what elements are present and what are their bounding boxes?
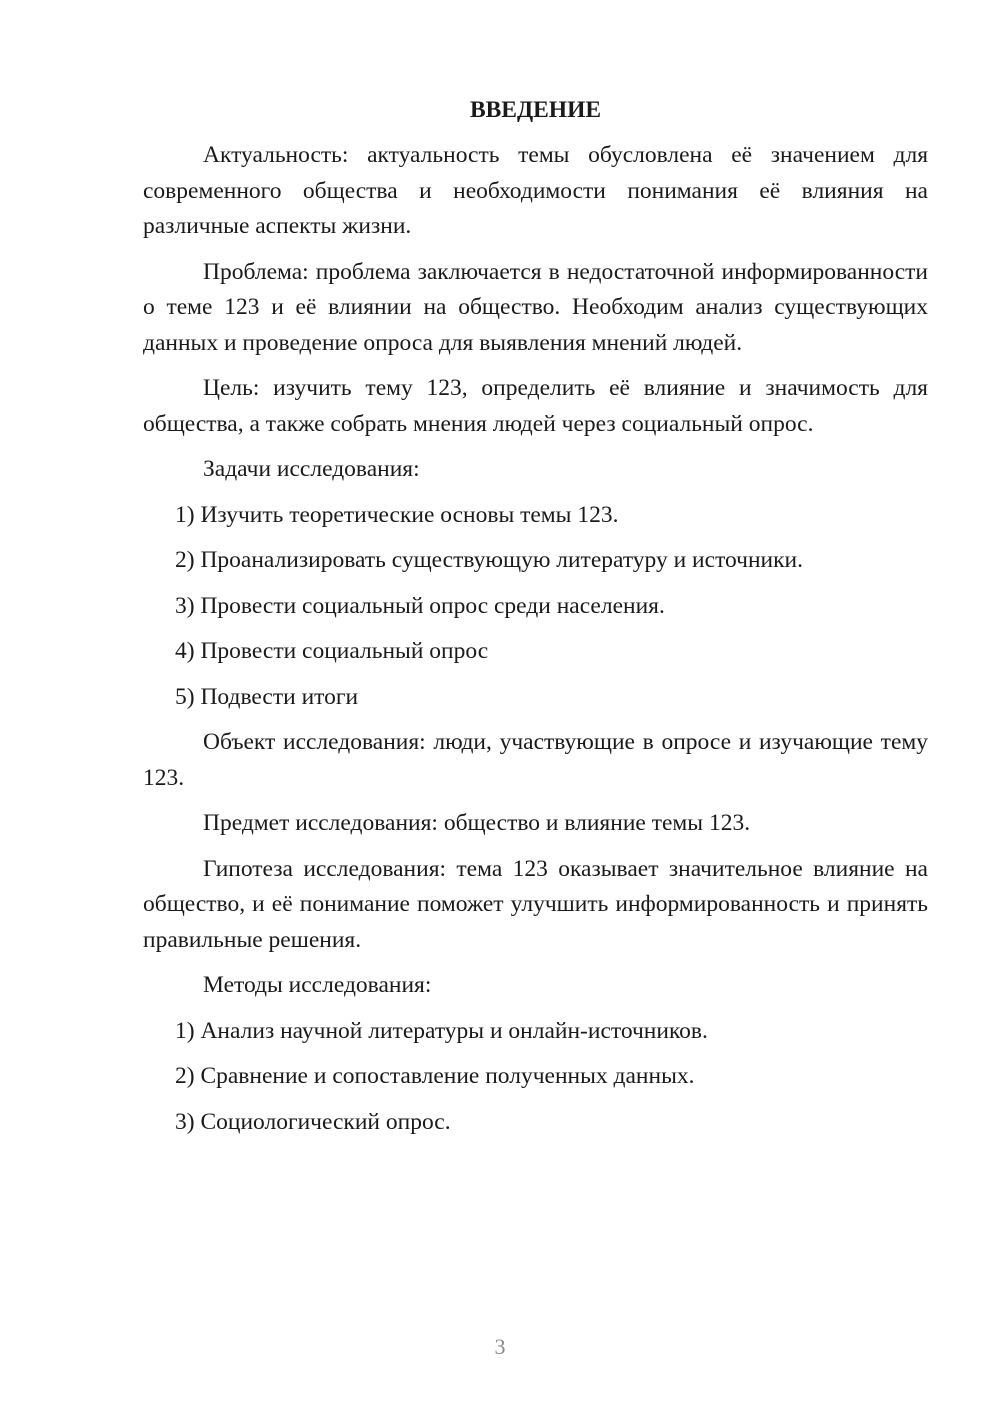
methods-heading: Методы исследования: <box>203 972 432 998</box>
relevance-paragraph: Актуальность: актуальность темы обусловлена её значением для современного общества и необходимости понимания её влияния на различные аспекты жизни. <box>143 142 928 239</box>
object-paragraph: Объект исследования: люди, участвующие в опросе и изучающие тему 123. <box>143 729 928 791</box>
task-item-1: 1) Изучить теоретические основы темы 123. <box>175 501 619 528</box>
method-item-2: 2) Сравнение и сопоставление полученных данных. <box>175 1063 695 1089</box>
goal-paragraph: Цель: изучить тему 123, определить её влияние и значимость для общества, а также собрать мнения людей через социальный опрос. <box>143 375 928 437</box>
tasks-heading: Задачи исследования: <box>203 456 420 482</box>
task-item-4: 4) Провести социальный опрос <box>175 638 489 664</box>
task-item-5: 5) Подвести итоги <box>175 683 359 710</box>
method-item-1: 1) Анализ научной литературы и онлайн-источников. <box>175 1017 708 1044</box>
hypothesis-paragraph: Гипотеза исследования: тема 123 оказывает значительное влияние на общество, и её понимание поможет улучшить информированность и принять правильные решения. <box>143 855 928 953</box>
section-title: ВВЕДЕНИЕ <box>469 97 602 123</box>
task-item-3: 3) Провести социальный опрос среди населения. <box>175 592 665 619</box>
page-content <box>143 92 928 1150</box>
method-item-3: 3) Социологический опрос. <box>175 1108 451 1135</box>
task-item-2: 2) Проанализировать существующую литературу и источники. <box>175 547 804 573</box>
page-number: 3 <box>494 1334 506 1359</box>
problem-paragraph: Проблема: проблема заключается в недостаточной информированности о теме 123 и её влиянии на общество. Необходим анализ существующих данных и проведение опроса для выявления мнений людей. <box>143 258 928 356</box>
subject-paragraph: Предмет исследования: общество и влияние темы 123. <box>203 810 751 836</box>
